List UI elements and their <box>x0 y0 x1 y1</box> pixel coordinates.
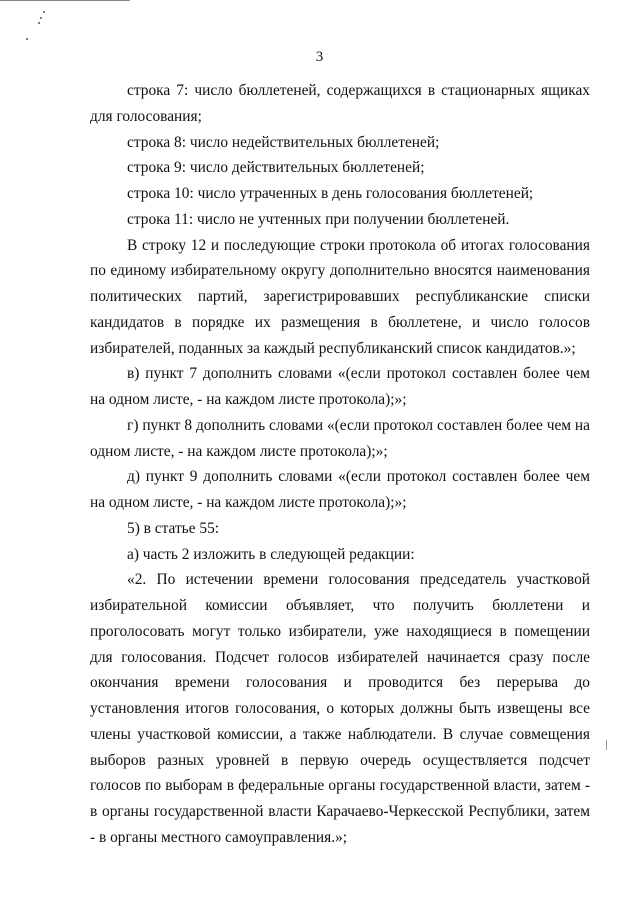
scan-edge-line <box>0 0 130 1</box>
scan-speck <box>40 17 42 19</box>
paragraph-line-7: строка 7: число бюллетеней, содержащихся в стационарных ящиках для голосования; <box>90 82 590 125</box>
paragraph-line-11: строка 11: число не учтенных при получении бюллетеней. <box>127 210 510 228</box>
paragraph-line-9: строка 9: число действительных бюллетеней; <box>127 159 425 177</box>
scan-margin-mark <box>606 740 607 750</box>
paragraph-part-2-text: «2. По истечении времени голосования председатель участковой избирательной комиссии объявляет, что получить бюллетени и проголосовать могут только избиратели, уже находящиеся в помещении для голосования. Подсчет голосов избирателей начинается сразу после окончания времени голосования и проводится без перерыва до установления итогов голосования, о которых должны быть извещены все члены участковой комиссии, а также наблюдатели. В случае совмещения выборов разных уровней в первую очередь осуществляется подсчет голосов по выборам в федеральные органы государственной власти, затем - в органы государственной власти Карачаево-Черкесской Республики, затем - в органы местного самоуправления.»; <box>90 571 590 846</box>
paragraph-line-8: строка 8: число недействительных бюллетеней; <box>127 133 440 151</box>
document-body <box>90 78 590 851</box>
paragraph-line-12: В строку 12 и последующие строки протокола об итогах голосования по единому избирательному округу дополнительно вносятся наименования политических партий, зарегистрировавших республиканские списки кандидатов в порядке их размещения в бюллетене, и число голосов избирателей, поданных за каждый республиканский список кандидатов.»; <box>90 236 590 357</box>
paragraph-line-10: строка 10: число утраченных в день голосования бюллетеней; <box>127 185 534 202</box>
scan-speck <box>43 11 45 13</box>
paragraph-item-g: г) пункт 8 дополнить словами «(если протокол составлен более чем на одном листе, - на каждом листе протокола);»; <box>90 416 590 460</box>
scan-speck <box>38 22 40 24</box>
paragraph-article-55: 5) в статье 55: <box>127 519 220 537</box>
paragraph-item-d: д) пункт 9 дополнить словами «(если протокол составлен более чем на одном листе, - на каждом листе протокола);»; <box>90 468 590 511</box>
paragraph-item-v: в) пункт 7 дополнить словами «(если протокол составлен более чем на одном листе, - на каждом листе протокола);»; <box>90 365 590 408</box>
paragraph-part-2: а) часть 2 изложить в следующей редакции: <box>127 545 415 563</box>
scan-speck <box>26 38 28 40</box>
page-number: 3 <box>315 49 324 65</box>
